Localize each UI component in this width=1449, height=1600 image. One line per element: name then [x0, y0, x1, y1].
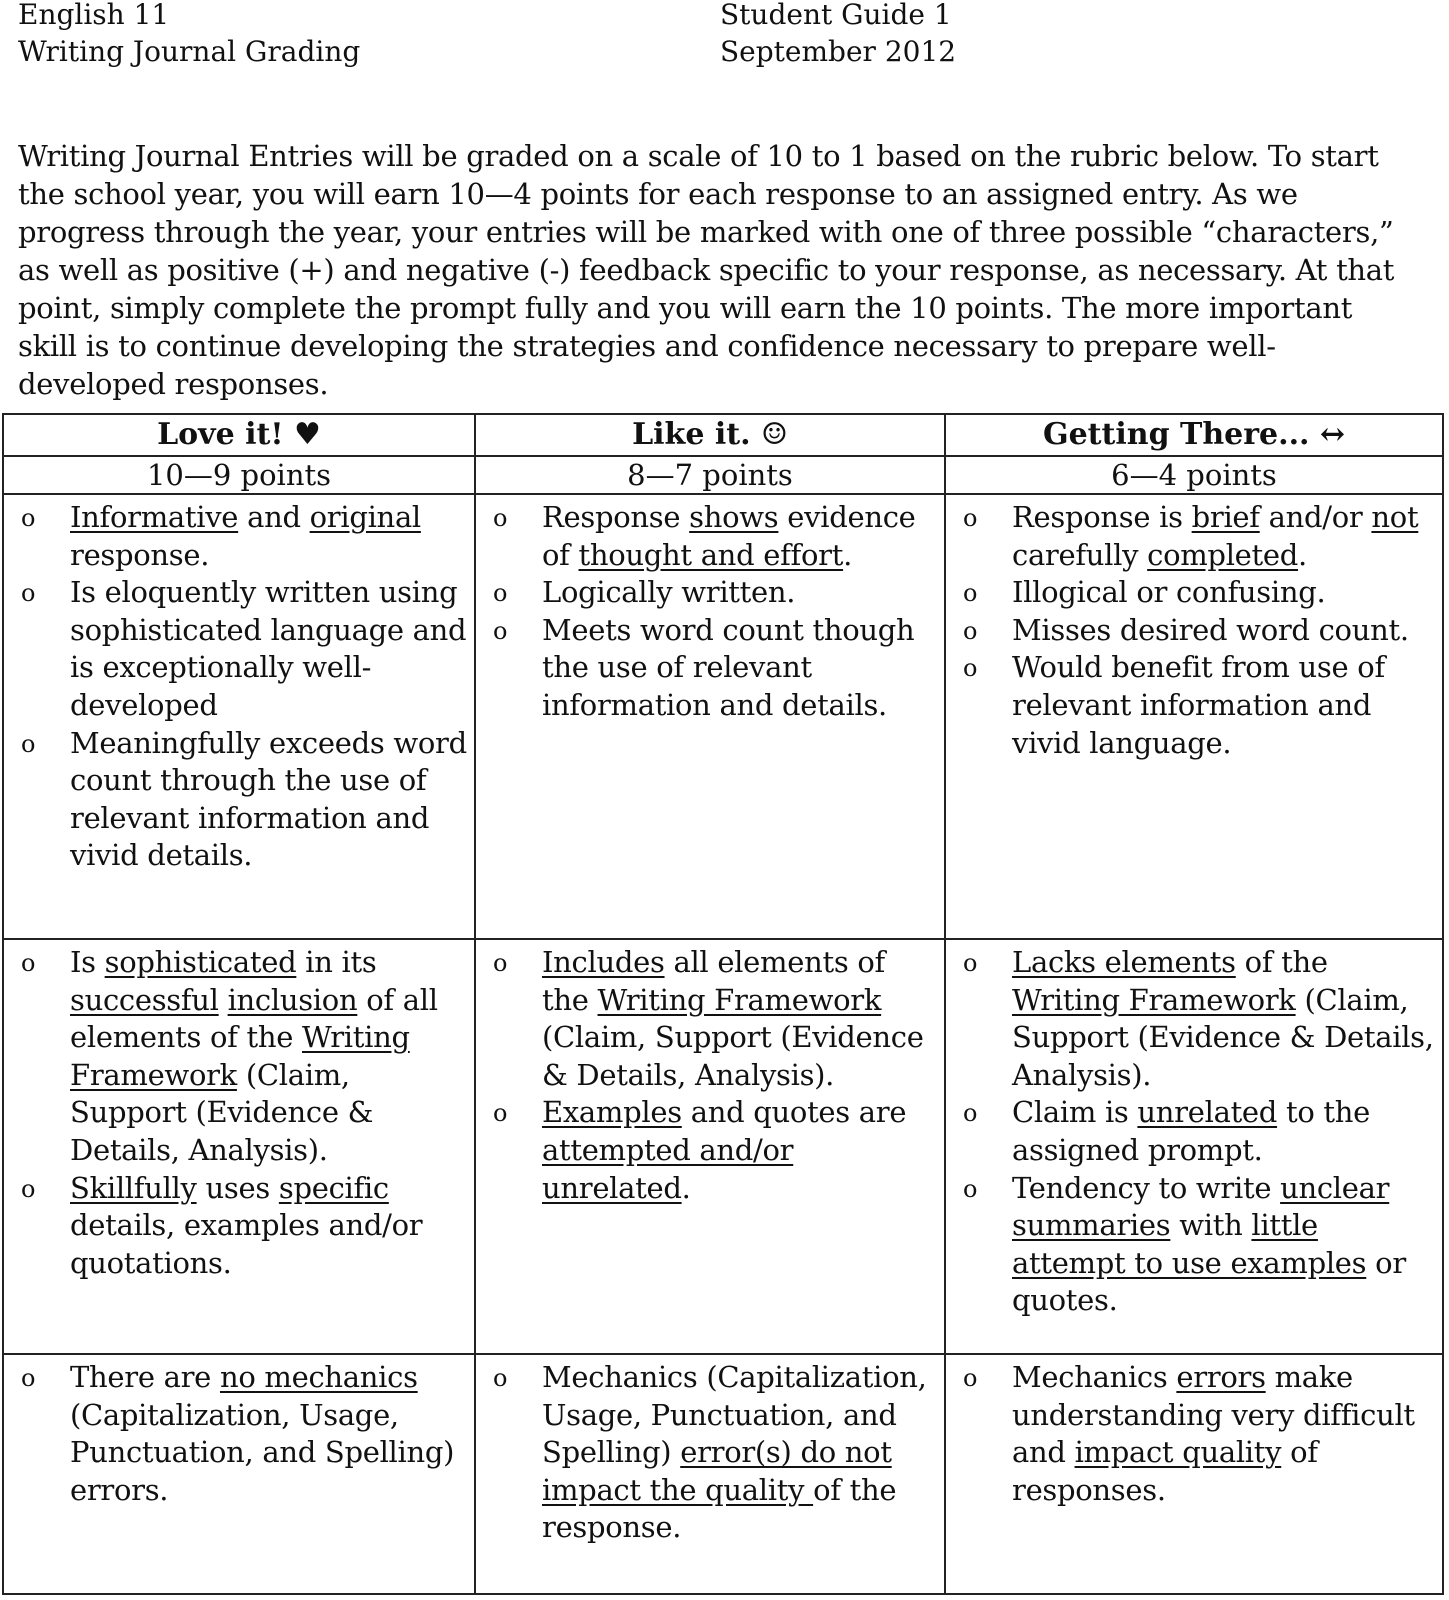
points-getting-there: 6—4 points [945, 456, 1443, 494]
cell-content-getting-there [945, 494, 1443, 939]
criterion-item: o Includes all elements of the Writing Framework (Claim, Support (Evidence & Details, Analysis). [476, 944, 938, 1094]
rubric-level-row [3, 414, 1443, 456]
criteria-list [946, 499, 1442, 762]
guide-label: Student Guide 1 [720, 0, 952, 31]
rubric-row-content [3, 494, 1443, 939]
date-label: September 2012 [720, 35, 957, 68]
criterion-item: o Is sophisticated in its successful inclusion of all elements of the Writing Framework (Claim, Support (Evidence & Details, Analysis). [4, 944, 468, 1170]
criterion-item: o Response is brief and/or not carefully completed. [946, 499, 1436, 574]
criterion-item: o Claim is unrelated to the assigned prompt. [946, 1094, 1436, 1169]
criteria-list [946, 944, 1442, 1320]
cell-mechanics-love [3, 1354, 475, 1594]
level-title-like: Like it. ☺ [475, 414, 945, 456]
criterion-item: o Informative and original response. [4, 499, 468, 574]
criterion-item: o Skillfully uses specific details, examples and/or quotations. [4, 1170, 468, 1283]
cell-framework-love [3, 939, 475, 1354]
criterion-item: o Misses desired word count. [946, 612, 1436, 650]
level-title-love: Love it! ♥ [3, 414, 475, 456]
criteria-list [946, 1359, 1442, 1509]
criterion-item: o Illogical or confusing. [946, 574, 1436, 612]
points-love: 10—9 points [3, 456, 475, 494]
rubric-points-row [3, 456, 1443, 494]
criteria-list [4, 499, 474, 875]
level-title-getting-there: Getting There... ↔ [945, 414, 1443, 456]
criteria-list [4, 1359, 474, 1509]
rubric-table [2, 413, 1444, 1595]
criterion-item: o Logically written. [476, 574, 938, 612]
header-right [720, 0, 956, 70]
criterion-item: o Meaningfully exceeds word count through the use of relevant information and vivid details. [4, 725, 468, 875]
criterion-item: o Mechanics (Capitalization, Usage, Punctuation, and Spelling) error(s) do not impact the quality of the response. [476, 1359, 938, 1547]
cell-mechanics-like [475, 1354, 945, 1594]
criteria-list [4, 944, 474, 1282]
criterion-item: o Examples and quotes are attempted and/or unrelated. [476, 1094, 938, 1207]
criterion-item: o Is eloquently written using sophisticated language and is exceptionally well-developed [4, 574, 468, 724]
cell-content-like [475, 494, 945, 939]
criterion-item: o Would benefit from use of relevant information and vivid language. [946, 649, 1436, 762]
header-left [18, 0, 360, 70]
criterion-item: o There are no mechanics (Capitalization, Usage, Punctuation, and Spelling) errors. [4, 1359, 468, 1509]
criterion-item: o Lacks elements of the Writing Framework (Claim, Support (Evidence & Details, Analysis). [946, 944, 1436, 1094]
criterion-item: o Mechanics errors make understanding very difficult and impact quality of responses. [946, 1359, 1436, 1509]
criterion-item: o Meets word count though the use of relevant information and details. [476, 612, 938, 725]
points-like: 8—7 points [475, 456, 945, 494]
cell-framework-like [475, 939, 945, 1354]
criteria-list [476, 1359, 944, 1547]
criteria-list [476, 499, 944, 725]
criteria-list [476, 944, 944, 1207]
assignment-title: Writing Journal Grading [18, 35, 361, 68]
cell-framework-getting-there [945, 939, 1443, 1354]
course-name: English 11 [18, 0, 170, 31]
criterion-item: o Response shows evidence of thought and effort. [476, 499, 938, 574]
criterion-item: o Tendency to write unclear summaries with little attempt to use examples or quotes. [946, 1170, 1436, 1320]
cell-mechanics-getting-there [945, 1354, 1443, 1594]
rubric-row-framework [3, 939, 1443, 1354]
intro-paragraph: Writing Journal Entries will be graded on a scale of 10 to 1 based on the rubric below. To start the school year, you will earn 10—4 points for each response to an assigned entry. As we progress through the year, your entries will be marked with one of three possible “characters,” as well as positive (+) and negative (-) feedback specific to your response, as necessary. At that point, simply complete the prompt fully and you will earn the 10 points. The more important skill is to continue developing the strategies and confidence necessary to prepare well-developed responses. [18, 139, 1395, 401]
cell-content-love [3, 494, 475, 939]
rubric-row-mechanics [3, 1354, 1443, 1594]
